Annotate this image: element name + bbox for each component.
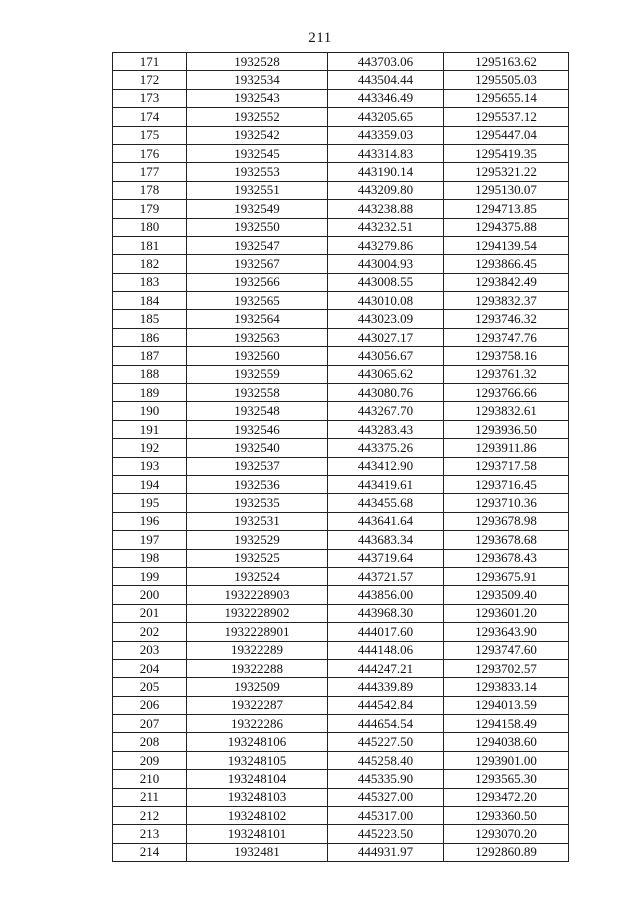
x-coordinate-cell: 443027.17 [328, 328, 444, 346]
table-row [113, 825, 569, 843]
x-coordinate-cell: 443205.65 [328, 108, 444, 126]
table-row [113, 365, 569, 383]
table-row [113, 200, 569, 218]
y-coordinate-cell: 1295505.03 [444, 71, 569, 89]
table-row [113, 475, 569, 493]
y-coordinate-cell: 1293702.57 [444, 659, 569, 677]
y-coordinate-cell: 1294013.59 [444, 696, 569, 714]
y-coordinate-cell: 1293678.98 [444, 512, 569, 530]
table-row [113, 733, 569, 751]
y-coordinate-cell: 1293716.45 [444, 475, 569, 493]
x-coordinate-cell: 443283.43 [328, 420, 444, 438]
x-coordinate-cell: 443641.64 [328, 512, 444, 530]
table-row [113, 641, 569, 659]
row-index-cell: 212 [113, 807, 187, 825]
row-index-cell: 204 [113, 659, 187, 677]
point-id-cell: 1932535 [187, 494, 328, 512]
row-index-cell: 180 [113, 218, 187, 236]
x-coordinate-cell: 445335.90 [328, 770, 444, 788]
x-coordinate-cell: 443455.68 [328, 494, 444, 512]
table-row [113, 788, 569, 806]
y-coordinate-cell: 1293070.20 [444, 825, 569, 843]
point-id-cell: 193248102 [187, 807, 328, 825]
x-coordinate-cell: 443314.83 [328, 144, 444, 162]
y-coordinate-cell: 1293601.20 [444, 604, 569, 622]
point-id-cell: 19322287 [187, 696, 328, 714]
y-coordinate-cell: 1293360.50 [444, 807, 569, 825]
point-id-cell: 1932481 [187, 843, 328, 861]
row-index-cell: 202 [113, 623, 187, 641]
point-id-cell: 193248101 [187, 825, 328, 843]
point-id-cell: 1932565 [187, 292, 328, 310]
table-row [113, 273, 569, 291]
point-id-cell: 1932551 [187, 181, 328, 199]
y-coordinate-cell: 1293936.50 [444, 420, 569, 438]
point-id-cell: 1932545 [187, 144, 328, 162]
y-coordinate-cell: 1295130.07 [444, 181, 569, 199]
point-id-cell: 1932509 [187, 678, 328, 696]
point-id-cell: 19322286 [187, 715, 328, 733]
point-id-cell: 1932549 [187, 200, 328, 218]
x-coordinate-cell: 444654.54 [328, 715, 444, 733]
x-coordinate-cell: 445258.40 [328, 751, 444, 769]
point-id-cell: 1932228901 [187, 623, 328, 641]
table-row [113, 457, 569, 475]
y-coordinate-cell: 1293832.61 [444, 402, 569, 420]
x-coordinate-cell: 444542.84 [328, 696, 444, 714]
x-coordinate-cell: 443721.57 [328, 567, 444, 585]
table-row [113, 843, 569, 861]
point-id-cell: 193248103 [187, 788, 328, 806]
table-row [113, 71, 569, 89]
y-coordinate-cell: 1293842.49 [444, 273, 569, 291]
row-index-cell: 178 [113, 181, 187, 199]
row-index-cell: 172 [113, 71, 187, 89]
y-coordinate-cell: 1293675.91 [444, 567, 569, 585]
point-id-cell: 1932528 [187, 53, 328, 71]
x-coordinate-cell: 444247.21 [328, 659, 444, 677]
point-id-cell: 193248105 [187, 751, 328, 769]
table-row [113, 807, 569, 825]
row-index-cell: 199 [113, 567, 187, 585]
row-index-cell: 190 [113, 402, 187, 420]
table-row [113, 292, 569, 310]
x-coordinate-cell: 443190.14 [328, 163, 444, 181]
x-coordinate-cell: 443056.67 [328, 347, 444, 365]
y-coordinate-cell: 1294139.54 [444, 236, 569, 254]
y-coordinate-cell: 1293747.60 [444, 641, 569, 659]
table-row [113, 181, 569, 199]
table-row [113, 715, 569, 733]
point-id-cell: 1932529 [187, 531, 328, 549]
table-row [113, 531, 569, 549]
y-coordinate-cell: 1293710.36 [444, 494, 569, 512]
point-id-cell: 1932543 [187, 89, 328, 107]
x-coordinate-cell: 443279.86 [328, 236, 444, 254]
table-row [113, 586, 569, 604]
row-index-cell: 179 [113, 200, 187, 218]
x-coordinate-cell: 443683.34 [328, 531, 444, 549]
row-index-cell: 208 [113, 733, 187, 751]
table-row [113, 108, 569, 126]
y-coordinate-cell: 1295655.14 [444, 89, 569, 107]
table-row [113, 236, 569, 254]
table-row [113, 420, 569, 438]
point-id-cell: 1932540 [187, 439, 328, 457]
table-row [113, 384, 569, 402]
table-row [113, 328, 569, 346]
table-row [113, 696, 569, 714]
table-row [113, 402, 569, 420]
table-row [113, 439, 569, 457]
table-row [113, 659, 569, 677]
table-row [113, 218, 569, 236]
x-coordinate-cell: 445327.00 [328, 788, 444, 806]
row-index-cell: 182 [113, 255, 187, 273]
point-id-cell: 1932525 [187, 549, 328, 567]
point-id-cell: 193248106 [187, 733, 328, 751]
row-index-cell: 191 [113, 420, 187, 438]
y-coordinate-cell: 1293766.66 [444, 384, 569, 402]
coordinates-table [112, 52, 569, 862]
table-row [113, 567, 569, 585]
x-coordinate-cell: 444339.89 [328, 678, 444, 696]
point-id-cell: 1932546 [187, 420, 328, 438]
y-coordinate-cell: 1293761.32 [444, 365, 569, 383]
row-index-cell: 201 [113, 604, 187, 622]
x-coordinate-cell: 443080.76 [328, 384, 444, 402]
y-coordinate-cell: 1293911.86 [444, 439, 569, 457]
point-id-cell: 193248104 [187, 770, 328, 788]
point-id-cell: 1932560 [187, 347, 328, 365]
row-index-cell: 174 [113, 108, 187, 126]
point-id-cell: 1932228902 [187, 604, 328, 622]
y-coordinate-cell: 1293758.16 [444, 347, 569, 365]
row-index-cell: 194 [113, 475, 187, 493]
x-coordinate-cell: 443232.51 [328, 218, 444, 236]
table-row [113, 770, 569, 788]
point-id-cell: 19322289 [187, 641, 328, 659]
row-index-cell: 177 [113, 163, 187, 181]
x-coordinate-cell: 443008.55 [328, 273, 444, 291]
table-row [113, 494, 569, 512]
row-index-cell: 197 [113, 531, 187, 549]
point-id-cell: 1932534 [187, 71, 328, 89]
table-row [113, 89, 569, 107]
y-coordinate-cell: 1295447.04 [444, 126, 569, 144]
y-coordinate-cell: 1293472.20 [444, 788, 569, 806]
point-id-cell: 1932553 [187, 163, 328, 181]
x-coordinate-cell: 443856.00 [328, 586, 444, 604]
x-coordinate-cell: 443238.88 [328, 200, 444, 218]
row-index-cell: 173 [113, 89, 187, 107]
y-coordinate-cell: 1293901.00 [444, 751, 569, 769]
point-id-cell: 1932563 [187, 328, 328, 346]
row-index-cell: 192 [113, 439, 187, 457]
y-coordinate-cell: 1295163.62 [444, 53, 569, 71]
row-index-cell: 213 [113, 825, 187, 843]
row-index-cell: 188 [113, 365, 187, 383]
point-id-cell: 1932536 [187, 475, 328, 493]
x-coordinate-cell: 443209.80 [328, 181, 444, 199]
row-index-cell: 171 [113, 53, 187, 71]
x-coordinate-cell: 445223.50 [328, 825, 444, 843]
row-index-cell: 183 [113, 273, 187, 291]
y-coordinate-cell: 1293678.43 [444, 549, 569, 567]
table-row [113, 678, 569, 696]
row-index-cell: 176 [113, 144, 187, 162]
table-row [113, 144, 569, 162]
x-coordinate-cell: 443023.09 [328, 310, 444, 328]
x-coordinate-cell: 443010.08 [328, 292, 444, 310]
x-coordinate-cell: 443375.26 [328, 439, 444, 457]
x-coordinate-cell: 444148.06 [328, 641, 444, 659]
x-coordinate-cell: 443065.62 [328, 365, 444, 383]
x-coordinate-cell: 443504.44 [328, 71, 444, 89]
row-index-cell: 209 [113, 751, 187, 769]
x-coordinate-cell: 444017.60 [328, 623, 444, 641]
point-id-cell: 1932559 [187, 365, 328, 383]
y-coordinate-cell: 1295419.35 [444, 144, 569, 162]
y-coordinate-cell: 1293866.45 [444, 255, 569, 273]
point-id-cell: 19322288 [187, 659, 328, 677]
x-coordinate-cell: 443359.03 [328, 126, 444, 144]
y-coordinate-cell: 1294158.49 [444, 715, 569, 733]
table-row [113, 347, 569, 365]
point-id-cell: 1932567 [187, 255, 328, 273]
row-index-cell: 210 [113, 770, 187, 788]
y-coordinate-cell: 1294038.60 [444, 733, 569, 751]
row-index-cell: 207 [113, 715, 187, 733]
page-number: 211 [308, 30, 332, 46]
y-coordinate-cell: 1293746.32 [444, 310, 569, 328]
row-index-cell: 205 [113, 678, 187, 696]
row-index-cell: 186 [113, 328, 187, 346]
row-index-cell: 181 [113, 236, 187, 254]
x-coordinate-cell: 444931.97 [328, 843, 444, 861]
x-coordinate-cell: 443412.90 [328, 457, 444, 475]
row-index-cell: 203 [113, 641, 187, 659]
row-index-cell: 189 [113, 384, 187, 402]
x-coordinate-cell: 443267.70 [328, 402, 444, 420]
row-index-cell: 198 [113, 549, 187, 567]
table-row [113, 604, 569, 622]
point-id-cell: 1932524 [187, 567, 328, 585]
y-coordinate-cell: 1292860.89 [444, 843, 569, 861]
x-coordinate-cell: 443346.49 [328, 89, 444, 107]
y-coordinate-cell: 1295537.12 [444, 108, 569, 126]
table-row [113, 623, 569, 641]
table-row [113, 255, 569, 273]
row-index-cell: 175 [113, 126, 187, 144]
x-coordinate-cell: 445317.00 [328, 807, 444, 825]
table-row [113, 310, 569, 328]
x-coordinate-cell: 443419.61 [328, 475, 444, 493]
y-coordinate-cell: 1293832.37 [444, 292, 569, 310]
x-coordinate-cell: 443004.93 [328, 255, 444, 273]
row-index-cell: 200 [113, 586, 187, 604]
y-coordinate-cell: 1293833.14 [444, 678, 569, 696]
point-id-cell: 1932564 [187, 310, 328, 328]
x-coordinate-cell: 443719.64 [328, 549, 444, 567]
y-coordinate-cell: 1294713.85 [444, 200, 569, 218]
point-id-cell: 1932537 [187, 457, 328, 475]
point-id-cell: 1932548 [187, 402, 328, 420]
row-index-cell: 196 [113, 512, 187, 530]
x-coordinate-cell: 445227.50 [328, 733, 444, 751]
y-coordinate-cell: 1293678.68 [444, 531, 569, 549]
y-coordinate-cell: 1294375.88 [444, 218, 569, 236]
y-coordinate-cell: 1293717.58 [444, 457, 569, 475]
y-coordinate-cell: 1293565.30 [444, 770, 569, 788]
point-id-cell: 1932542 [187, 126, 328, 144]
row-index-cell: 187 [113, 347, 187, 365]
table-row [113, 512, 569, 530]
point-id-cell: 1932566 [187, 273, 328, 291]
y-coordinate-cell: 1295321.22 [444, 163, 569, 181]
point-id-cell: 1932550 [187, 218, 328, 236]
x-coordinate-cell: 443968.30 [328, 604, 444, 622]
point-id-cell: 1932552 [187, 108, 328, 126]
table-row [113, 549, 569, 567]
y-coordinate-cell: 1293747.76 [444, 328, 569, 346]
row-index-cell: 214 [113, 843, 187, 861]
point-id-cell: 1932228903 [187, 586, 328, 604]
point-id-cell: 1932547 [187, 236, 328, 254]
table-row [113, 126, 569, 144]
table-row [113, 53, 569, 71]
row-index-cell: 184 [113, 292, 187, 310]
y-coordinate-cell: 1293643.90 [444, 623, 569, 641]
row-index-cell: 206 [113, 696, 187, 714]
coordinates-table-body [113, 53, 569, 862]
row-index-cell: 185 [113, 310, 187, 328]
x-coordinate-cell: 443703.06 [328, 53, 444, 71]
table-row [113, 163, 569, 181]
point-id-cell: 1932531 [187, 512, 328, 530]
y-coordinate-cell: 1293509.40 [444, 586, 569, 604]
row-index-cell: 193 [113, 457, 187, 475]
row-index-cell: 211 [113, 788, 187, 806]
row-index-cell: 195 [113, 494, 187, 512]
point-id-cell: 1932558 [187, 384, 328, 402]
table-row [113, 751, 569, 769]
